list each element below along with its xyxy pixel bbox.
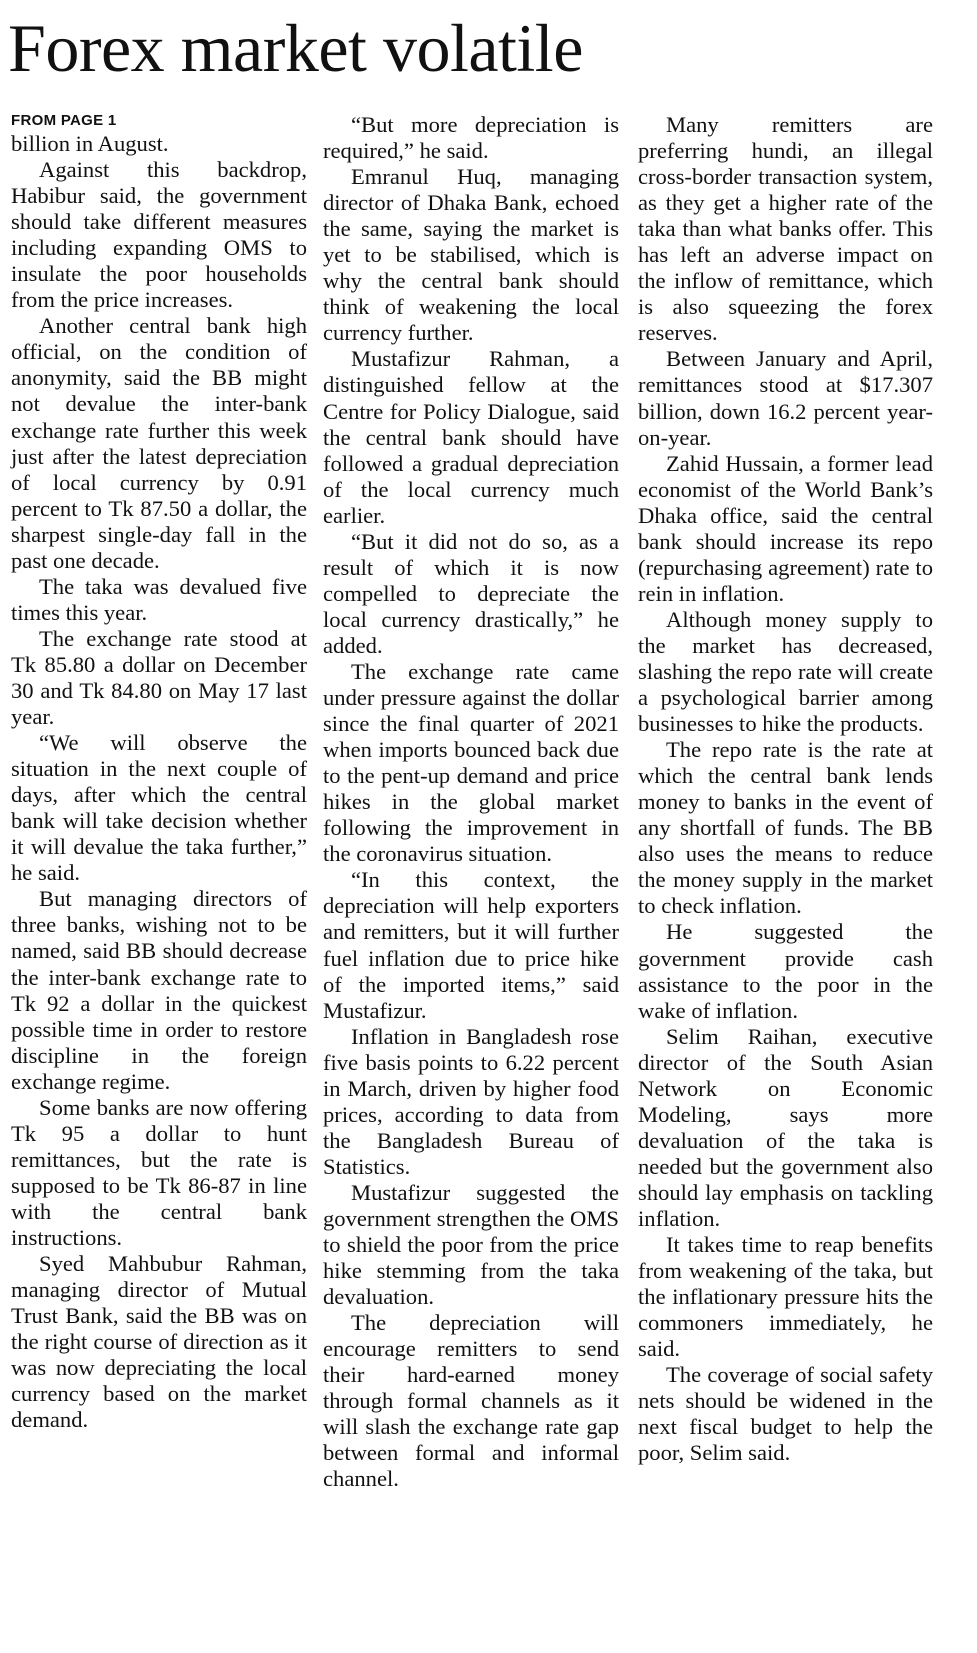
article-column-3: [638, 112, 933, 1466]
paragraph: Some banks are now offering Tk 95 a dollar to hunt remittances, but the rate is supposed to be Tk 86-87 in line with the central bank instructions.: [11, 1094, 307, 1250]
paragraph: The taka was devalued five times this year.: [11, 573, 307, 625]
paragraph: The exchange rate came under pressure against the dollar since the final quarter of 2021 when imports bounced back due to the pent-up demand and price hikes in the global market following the improvement in the coronavirus situation.: [323, 658, 619, 867]
paragraph: Another central bank high official, on the condition of anonymity, said the BB might not devalue the inter-bank exchange rate further this week just after the latest depreciation of local currency by 0.91 percent to Tk 87.50 a dollar, the sharpest single-day fall in the past one decade.: [11, 313, 307, 573]
paragraph: “But it did not do so, as a result of which it is now compelled to depreciate the local currency drastically,” he added.: [323, 528, 619, 658]
paragraph: It takes time to reap benefits from weakening of the taka, but the inflationary pressure hits the commoners immediately, he said.: [638, 1232, 933, 1362]
paragraph: Syed Mahbubur Rahman, managing director of Mutual Trust Bank, said the BB was on the right course of direction as it was now depreciating the local currency based on the market demand.: [11, 1251, 307, 1433]
paragraph: Mustafizur Rahman, a distinguished fellow at the Centre for Policy Dialogue, said the central bank should have followed a gradual depreciation of the local currency much earlier.: [323, 346, 619, 528]
article-column-1: [11, 112, 307, 1433]
paragraph: The depreciation will encourage remitters to send their hard-earned money through formal channels as it will slash the exchange rate gap between formal and informal channel.: [323, 1310, 619, 1492]
paragraph: The repo rate is the rate at which the central bank lends money to banks in the event of any shortfall of funds. The BB also uses the means to reduce the money supply in the market to check inflation.: [638, 737, 933, 919]
paragraph: The exchange rate stood at Tk 85.80 a dollar on December 30 and Tk 84.80 on May 17 last year.: [11, 625, 307, 730]
paragraph: Zahid Hussain, a former lead economist of the World Bank’s Dhaka office, said the central bank should increase its repo (repurchasing agreement) rate to rein in inflation.: [638, 450, 933, 606]
continuation-kicker: FROM PAGE 1: [11, 112, 117, 129]
paragraph: Inflation in Bangladesh rose five basis points to 6.22 percent in March, driven by higher food prices, according to data from the Bangladesh Bureau of Statistics.: [323, 1023, 619, 1179]
paragraph: Mustafizur suggested the government strengthen the OMS to shield the poor from the price hike stemming from the taka devaluation.: [323, 1179, 619, 1310]
paragraph: “In this context, the depreciation will help exporters and remitters, but it will further fuel inflation due to price hike of the imported items,” said Mustafizur.: [323, 867, 619, 1023]
paragraph: He suggested the government provide cash assistance to the poor in the wake of inflation.: [638, 919, 933, 1023]
paragraph: Between January and April, remittances stood at $17.307 billion, down 16.2 percent year-on-year.: [638, 346, 933, 450]
headline: Forex market volatile: [8, 10, 583, 86]
paragraph: “We will observe the situation in the next couple of days, after which the central bank will take decision whether it will devalue the taka further,” he said.: [11, 730, 307, 886]
paragraph: But managing directors of three banks, wishing not to be named, said BB should decrease the inter-bank exchange rate to Tk 92 a dollar in the quickest possible time in order to restore discipline in the foreign exchange regime.: [11, 886, 307, 1094]
paragraph: billion in August.: [11, 131, 169, 156]
article-column-2: [323, 112, 619, 1492]
paragraph: The coverage of social safety nets should be widened in the next fiscal budget to help the poor, Selim said.: [638, 1362, 933, 1466]
paragraph: Against this backdrop, Habibur said, the government should take different measures including expanding OMS to insulate the poor households from the price increases.: [11, 157, 307, 313]
paragraph: Many remitters are preferring hundi, an illegal cross-border transaction system, as they get a higher rate of the taka than what banks offer. This has left an adverse impact on the inflow of remittance, which is also squeezing the forex reserves.: [638, 112, 933, 346]
paragraph: “But more depreciation is required,” he said.: [323, 112, 619, 164]
paragraph: Although money supply to the market has decreased, slashing the repo rate will create a psychological barrier among businesses to hike the products.: [638, 606, 933, 737]
paragraph: Emranul Huq, managing director of Dhaka Bank, echoed the same, saying the market is yet to be stabilised, which is why the central bank should think of weakening the local currency further.: [323, 164, 619, 346]
paragraph: Selim Raihan, executive director of the South Asian Network on Economic Modeling, says more devaluation of the taka is needed but the government also should lay emphasis on tackling inflation.: [638, 1023, 933, 1231]
